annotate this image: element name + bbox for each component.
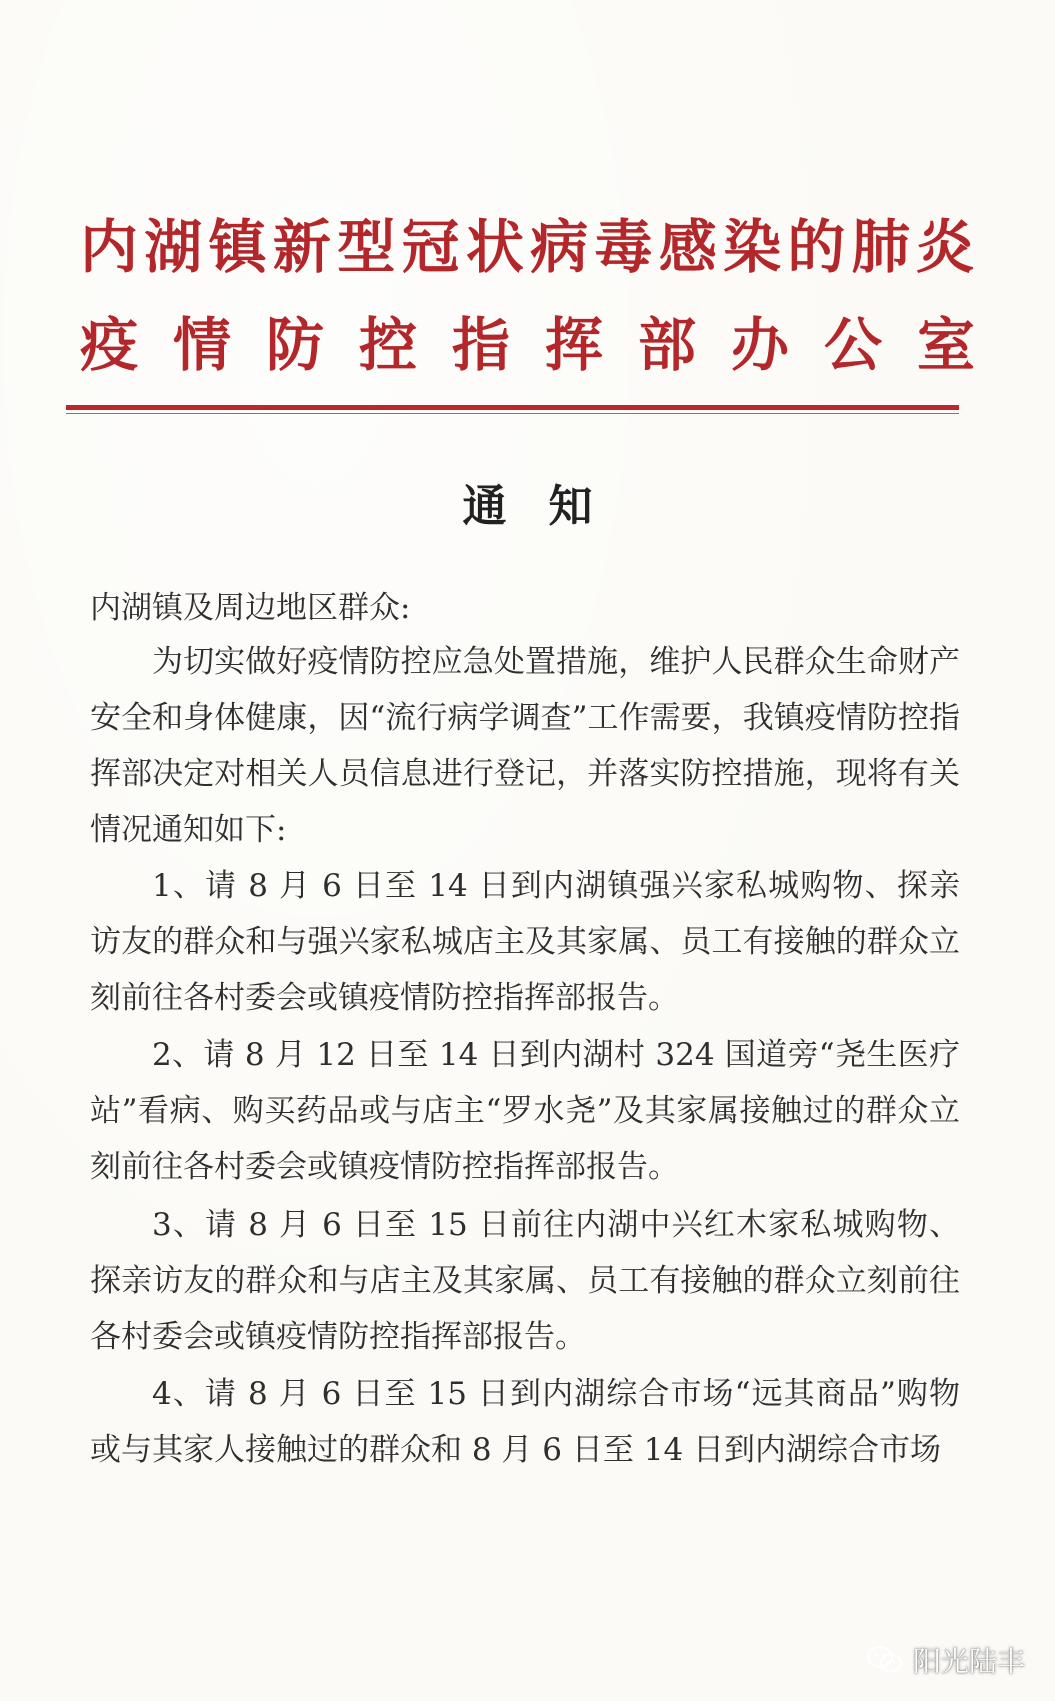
notice-title: 通知: [462, 481, 635, 532]
red-divider-rule-thin: [66, 413, 959, 414]
wechat-icon: [867, 1645, 903, 1675]
paragraph-item-3: 3、请 8 月 6 日至 15 日前往内湖中兴红木家私城购物、探亲访友的群众和与店主及其家属、员工有接触的群众立刻前往各村委会或镇疫情防控指挥部报告。: [90, 1207, 960, 1355]
salutation: 内湖镇及周边地区群众:: [90, 590, 411, 626]
office-header-line-2: 疫情防控指挥部办公室: [80, 311, 975, 379]
paragraph-item-1: 1、请 8 月 6 日至 14 日到内湖镇强兴家私城购物、探亲访友的群众和与强兴家私城店主及其家属、员工有接触的群众立刻前往各村委会或镇疫情防控指挥部报告。: [90, 868, 960, 1016]
red-divider-rule: [66, 405, 959, 410]
paragraph-item-2: 2、请 8 月 12 日至 14 日到内湖村 324 国道旁“尧生医疗站”看病、购买药品或与店主“罗水尧”及其家属接触过的群众立刻前往各村委会或镇疫情防控指挥部报告。: [90, 1037, 960, 1185]
paragraph-item-4: 4、请 8 月 6 日至 15 日到内湖综合市场“远其商品”购物或与其家人接触过的群众和 8 月 6 日至 14 日到内湖综合市场: [90, 1376, 960, 1468]
watermark-text: 阳光陆丰: [912, 1645, 1025, 1678]
office-header-line-1: 内湖镇新型冠状病毒感染的肺炎: [80, 213, 975, 281]
paragraph-intro: 为切实做好疫情防控应急处置措施，维护人民群众生命财产安全和身体健康，因“流行病学调查”工作需要，我镇疫情防控指挥部决定对相关人员信息进行登记，并落实防控措施，现将有关情况通知如下:: [90, 644, 960, 848]
source-watermark: [867, 1640, 1025, 1680]
